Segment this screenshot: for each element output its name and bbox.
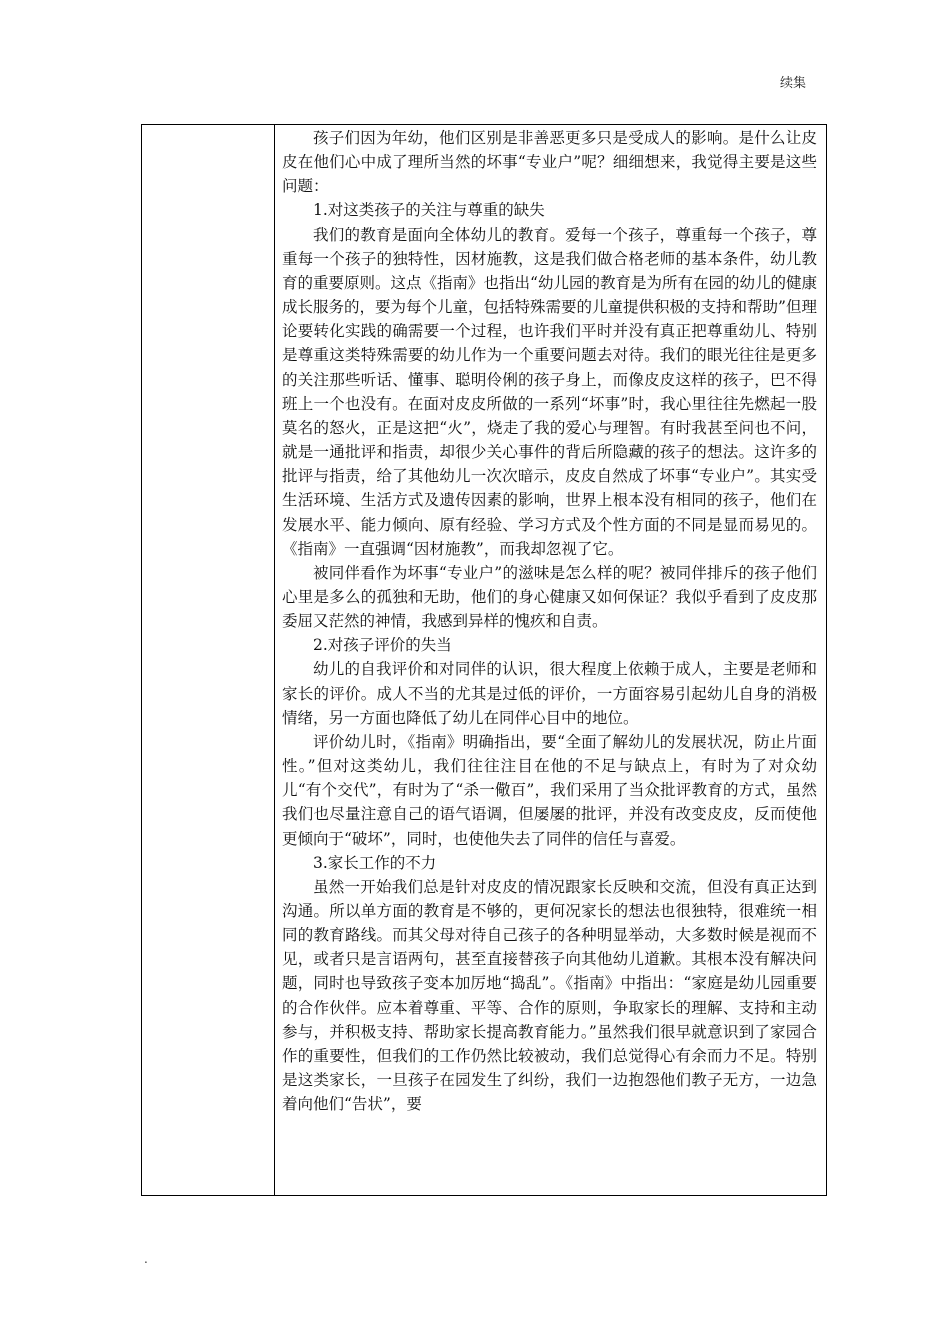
- running-head: 续集: [780, 76, 807, 91]
- paragraph: 虽然一开始我们总是针对皮皮的情况跟家长反映和交流，但没有真正达到沟通。所以单方面的教育是不够的，更何况家长的想法也很独特，很难统一相同的教育路线。而其父母对待自己孩子的各种明显举动，大多数时候是视而不见，或者只是言语两句，甚至直接替孩子向其他幼儿道歉。其根本没有解决问题，同时也导致孩子变本加厉地“捣乱”。《指南》中指出：“家庭是幼儿园重要的合作伙伴。应本着尊重、平等、合作的原则，争取家长的理解、支持和主动参与，并积极支持、帮助家长提高教育能力。”虽然我们很早就意识到了家园合作的重要性，但我们的工作仍然比较被动，我们总觉得心有余而力不足。特别是这类家长，一旦孩子在园发生了纠纷，我们一边抱怨他们教子无方，一边急着向他们“告状”，要: [282, 877, 817, 1114]
- paragraph: 孩子们因为年幼，他们区别是非善恶更多只是受成人的影响。是什么让皮皮在他们心中成了理所当然的坏事“专业户”呢？细细想来，我觉得主要是这些问题：: [282, 129, 817, 196]
- paragraph: 评价幼儿时，《指南》明确指出，要“全面了解幼儿的发展状况，防止片面性。”但对这类幼儿，我们往往注目在他的不足与缺点上，有时为了对众幼儿“有个交代”，有时为了“杀一儆百”，我们采用了当众批评教育的方式，虽然我们也尽量注意自己的语气语调，但屡屡的批评，并没有改变皮皮，反而使他更倾向于“破坏”，同时，也使他失去了同伴的信任与喜爱。: [282, 732, 817, 848]
- section-heading: 1.对这类孩子的关注与尊重的缺失: [313, 201, 545, 220]
- table-left-cell: [142, 125, 275, 1195]
- paragraph: 我们的教育是面向全体幼儿的教育。爱每一个孩子，尊重每一个孩子，尊重每一个孩子的独特性，因材施教，这是我们做合格老师的基本条件，幼儿教育的重要原则。这点《指南》也指出“幼儿园的教育是为所有在园的幼儿的健康成长服务的，要为每个儿童，包括特殊需要的儿童提供积极的支持和帮助”但理论要转化实践的确需要一个过程，也许我们平时并没有真正把尊重幼儿、特别是尊重这类特殊需要的幼儿作为一个重要问题去对待。我们的眼光往往是更多的关注那些听话、懂事、聪明伶俐的孩子身上，而像皮皮这样的孩子，巴不得班上一个也没有。在面对皮皮所做的一系列“坏事”时，我心里往往先燃起一股莫名的怒火，正是这把“火”，烧走了我的爱心与理智。有时我甚至问也不问，就是一通批评和指责，却很少关心事件的背后所隐藏的孩子的想法。这许多的批评与指责，给了其他幼儿一次次暗示，皮皮自然成了坏事“专业户”。其实受生活环境、生活方式及遗传因素的影响，世界上根本没有相同的孩子，他们在发展水平、能力倾向、原有经验、学习方式及个性方面的不同是显而易见的。《指南》一直强调“因材施教”，而我却忽视了它。: [282, 225, 817, 558]
- table-content-cell: [276, 125, 826, 1195]
- document-table: [141, 124, 827, 1196]
- section-heading: 3.家长工作的不力: [313, 853, 437, 872]
- section-heading: 2.对孩子评价的失当: [313, 636, 452, 655]
- paragraph: 被同伴看作为坏事“专业户”的滋味是怎么样的呢？被同伴排斥的孩子他们心里是多么的孤独和无助，他们的身心健康又如何保证？我似乎看到了皮皮那委屈又茫然的神情，我感到异样的愧疚和自责。: [282, 563, 817, 631]
- paragraph: 幼儿的自我评价和对同伴的认识，很大程度上依赖于成人，主要是老师和家长的评价。成人不当的尤其是过低的评价，一方面容易引起幼儿自身的消极情绪，另一方面也降低了幼儿在同伴心目中的地位。: [282, 660, 817, 727]
- footer-mark: .: [144, 1252, 148, 1266]
